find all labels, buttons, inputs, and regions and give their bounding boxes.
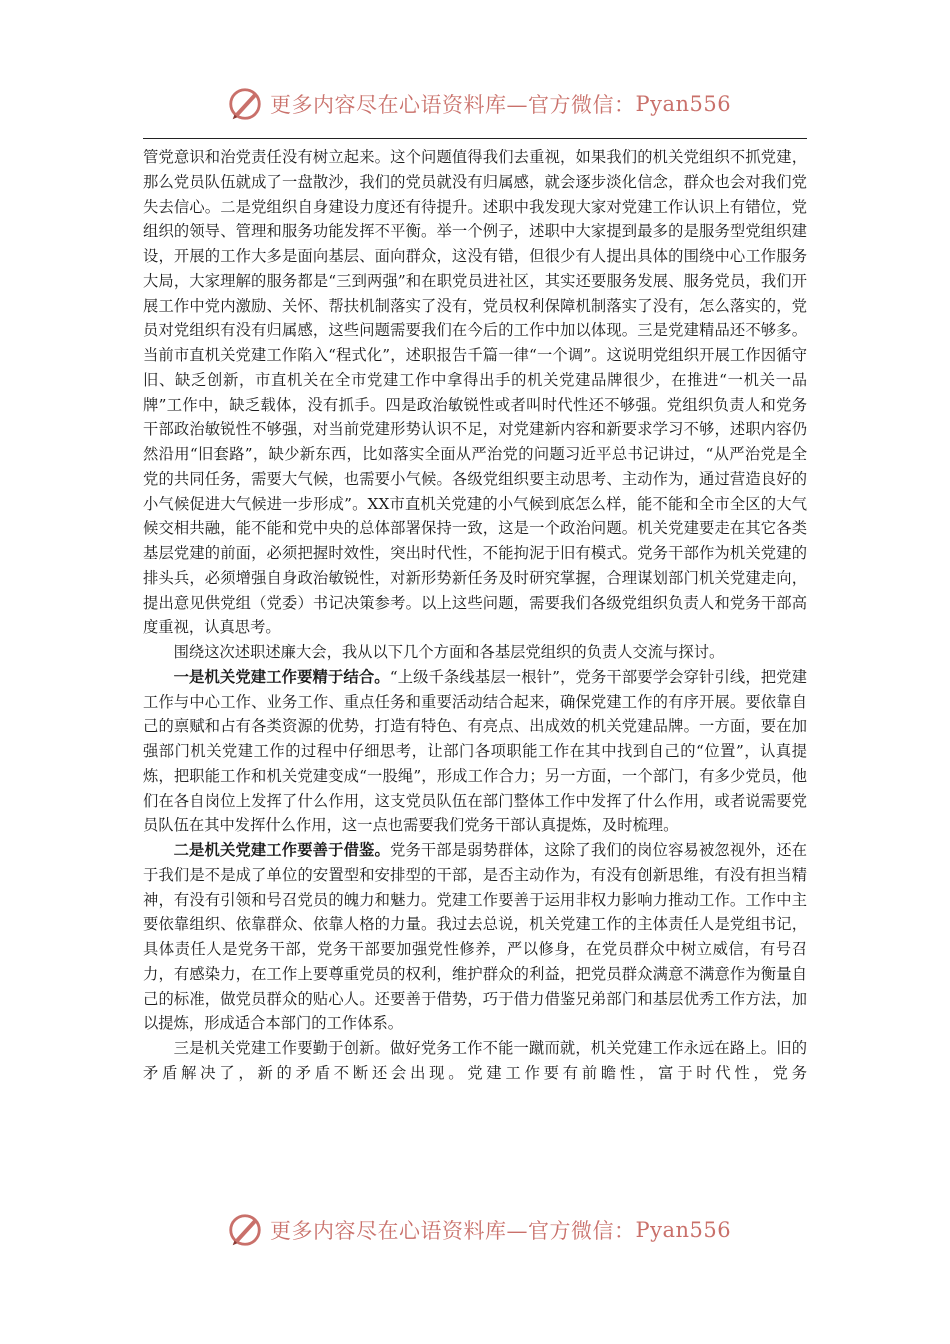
paragraph-point-one [143, 665, 807, 838]
paragraph-point-two [143, 838, 807, 1036]
document-body [143, 145, 807, 1086]
paragraph-text: “上级千条线基层一根针”，党务干部要学会穿针引线，把党建工作与中心工作、业务工作、重点任务和重要活动结合起来，确保党建工作的有序开展。要依靠自己的禀赋和占有各类资源的优势，打造有特色、有亮点、出成效的机关党建品牌。一方面，要在加强部门机关党建工作的过程中仔细思考，让部门各项职能工作在其中找到自己的“位置”，认真提炼，把职能工作和机关党建变成“一股绳”，形成工作合力；另一方面，一个部门，有多少党员，他们在各自岗位上发挥了什么作用，这支党员队伍在部门整体工作中发挥了什么作用，或者说需要党员队伍在其中发挥什么作用，这一点也需要我们党务干部认真提炼，及时梳理。 [143, 667, 807, 835]
header-brand-text: 更多内容尽在心语资料库—官方微信： [270, 93, 636, 117]
paragraph-intro [143, 640, 807, 665]
pen-logo-icon [226, 85, 264, 123]
paragraph-continued [143, 145, 807, 640]
paragraph-text: 管党意识和治党责任没有树立起来。这个问题值得我们去重视，如果我们的机关党组织不抓党建，那么党员队伍就成了一盘散沙，我们的党员就没有归属感，就会逐步淡化信念，群众也会对我们党失去信心。二是党组织自身建设力度还有待提升。述职中我发现大家对党建工作认识上有错位，党组织的领导、管理和服务功能发挥不平衡。举一个例子，述职中大家提到最多的是服务型党组织建设，开展的工作大多是面向基层、面向群众，这没有错，但很少有人提出具体的围绕中心工作服务大局，大家理解的服务都是“三到两强”和在职党员进社区，其实还要服务发展、服务党员，我们开展工作中党内激励、关怀、帮扶机制落实了没有，党员权利保障机制落实了没有，怎么落实的，党员对党组织有没有归属感，这些问题需要我们在今后的工作中加以体现。三是党建精品还不够多。当前市直机关党建工作陷入“程式化”，述职报告千篇一律“一个调”。这说明党组织开展工作因循守旧、缺乏创新，市直机关在全市党建工作中拿得出手的机关党建品牌很少，在推进“一机关一品牌”工作中，缺乏载体，没有抓手。四是政治敏锐性或者叫时代性还不够强。党组织负责人和党务干部政治敏锐性不够强，对当前党建形势认识不足，对党建新内容和新要求学习不够，述职内容仍然沿用“旧套路”，缺少新东西，比如落实全面从严治党的问题习近平总书记讲过，“从严治党是全党的共同任务，需要大气候，也需要小气候。各级党组织要主动思考、主动作为，通过营造良好的小气候促进大气候进一步形成”。XX市直机关党建的小气候到底怎么样，能不能和全市全区的大气候交相共融，能不能和党中央的总体部署保持一致，这是一个政治问题。机关党建要走在其它各类基层党建的前面，必须把握时效性，突出时代性，不能拘泥于旧有模式。党务干部作为机关党建的排头兵，必须增强自身政治敏锐性，对新形势新任务及时研究掌握，合理谋划部门机关党建走向，提出意见供党组（党委）书记决策参考。以上这些问题，需要我们各级党组织负责人和党务干部高度重视，认真思考。 [143, 148, 807, 637]
paragraph-heading: 一是机关党建工作要精于结合。 [173, 667, 390, 686]
paragraph-heading: 二是机关党建工作要善于借鉴。 [173, 841, 390, 859]
header-banner [0, 82, 950, 126]
header-divider [143, 138, 807, 139]
footer-wechat-id: Pyan556 [635, 1218, 732, 1242]
paragraph-text: 围绕这次述职述廉大会，我从以下几个方面和各基层党组织的负责人交流与探讨。 [173, 643, 725, 661]
paragraph-text: 三是机关党建工作要勤于创新。做好党务工作不能一蹴而就，机关党建工作永远在路上。旧的矛盾解决了，新的矛盾不断还会出现。党建工作要有前瞻性，富于时代性，党务 [143, 1039, 807, 1082]
paragraph-point-three [143, 1036, 807, 1086]
paragraph-text: 党务干部是弱势群体，这除了我们的岗位容易被忽视外，还在于我们是不是成了单位的安置型和安排型的干部，是否主动作为，有没有创新思维，有没有担当精神，有没有引领和号召党员的魄力和魅力。党建工作要善于运用非权力影响力推动工作。工作中主要依靠组织、依靠群众、依靠人格的力量。我过去总说，机关党建工作的主体责任人是党组书记，具体责任人是党务干部，党务干部要加强党性修养，严以修身，在党员群众中树立威信，有号召力，有感染力，在工作上要尊重党员的权利，维护群众的利益，把党员群众满意不满意作为衡量自己的标准，做党员群众的贴心人。还要善于借势，巧于借力借鉴兄弟部门和基层优秀工作方法，加以提炼，形成适合本部门的工作体系。 [143, 841, 807, 1033]
pen-logo-icon [226, 1211, 264, 1249]
footer-banner [0, 1208, 950, 1252]
header-wechat-id: Pyan556 [635, 92, 732, 116]
footer-brand-text: 更多内容尽在心语资料库—官方微信： [270, 1219, 636, 1243]
